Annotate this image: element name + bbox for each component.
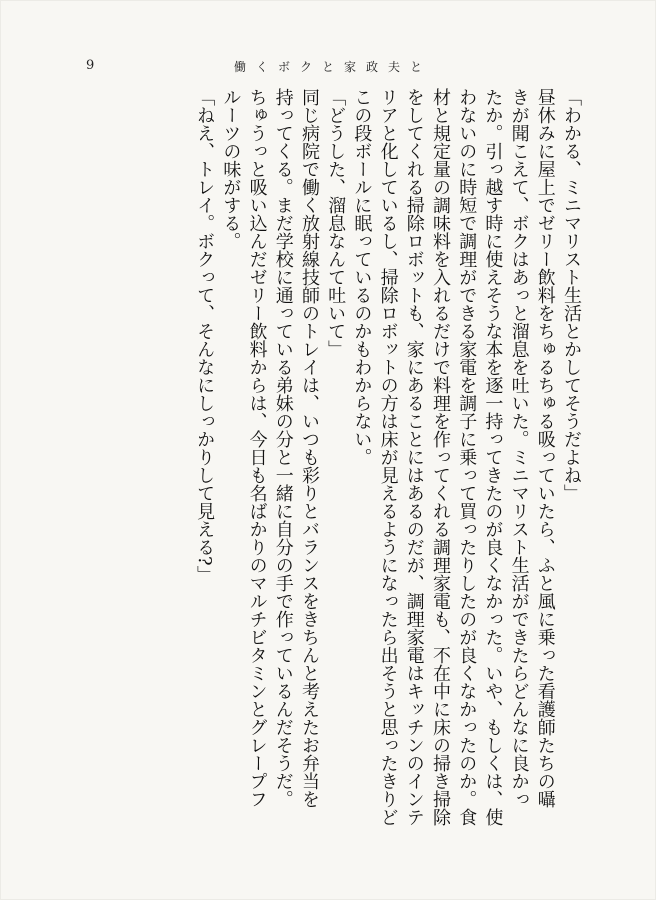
text-line: 材と規定量の調味料を入れるだけで料理を作ってくれる調理家電も、不在中に床の掃き掃除 <box>429 88 451 826</box>
running-head: 働くボクと家政夫と <box>233 60 432 74</box>
text-line: リアと化しているし、掃除ロボットの方は床が見えるようになったら出そうと思ったきりど <box>377 88 399 826</box>
text-line: ちゅうっと吸い込んだゼリー飲料からは、今日も名ばかりのマルチビタミンとグレープフ <box>246 88 268 808</box>
text-line: 「ねえ、トレイ。ボクって、そんなにしっかりして見える?」 <box>194 88 216 584</box>
vertical-body-text <box>94 88 584 848</box>
text-line: たか。引っ越す時に使えそうな本を逐一持ってきたのが良くなかった。いや、もしくは、使 <box>482 88 504 826</box>
page-number: 9 <box>86 58 95 73</box>
text-line: 「わかる、ミニマリスト生活とかしてそうだよね」 <box>561 88 582 502</box>
text-line: 昼休みに屋上でゼリー飲料をちゅるちゅる吸っていたら、ふと風に乗った看護師たちの囁 <box>534 88 556 808</box>
text-line: きが聞こえて、ボクはあっと溜息を吐いた。ミニマリスト生活ができたらどんなに良かっ <box>508 88 530 808</box>
text-line: 同じ病院で働く放射線技師のトレイは、いつも彩りとバランスをきちんと考えたお弁当を <box>298 88 320 808</box>
text-line: この段ボールに眠っているのかもわからない。 <box>351 88 373 466</box>
text-line: わないのに時短で調理ができる家電を調子に乗って買ったりしたのが良くなかったのか。食 <box>456 88 478 826</box>
text-line: ルーツの味がする。 <box>220 88 242 250</box>
text-line: 「どうした、溜息なんて吐いて」 <box>325 88 347 358</box>
text-line: をしてくれる掃除ロボットも、家にあることにはあるのだが、調理家電はキッチンのインテ <box>403 88 425 826</box>
text-line: 持ってくる。まだ学校に通っている弟妹の分と一緒に自分の手で作っているんだそうだ。 <box>272 88 294 808</box>
